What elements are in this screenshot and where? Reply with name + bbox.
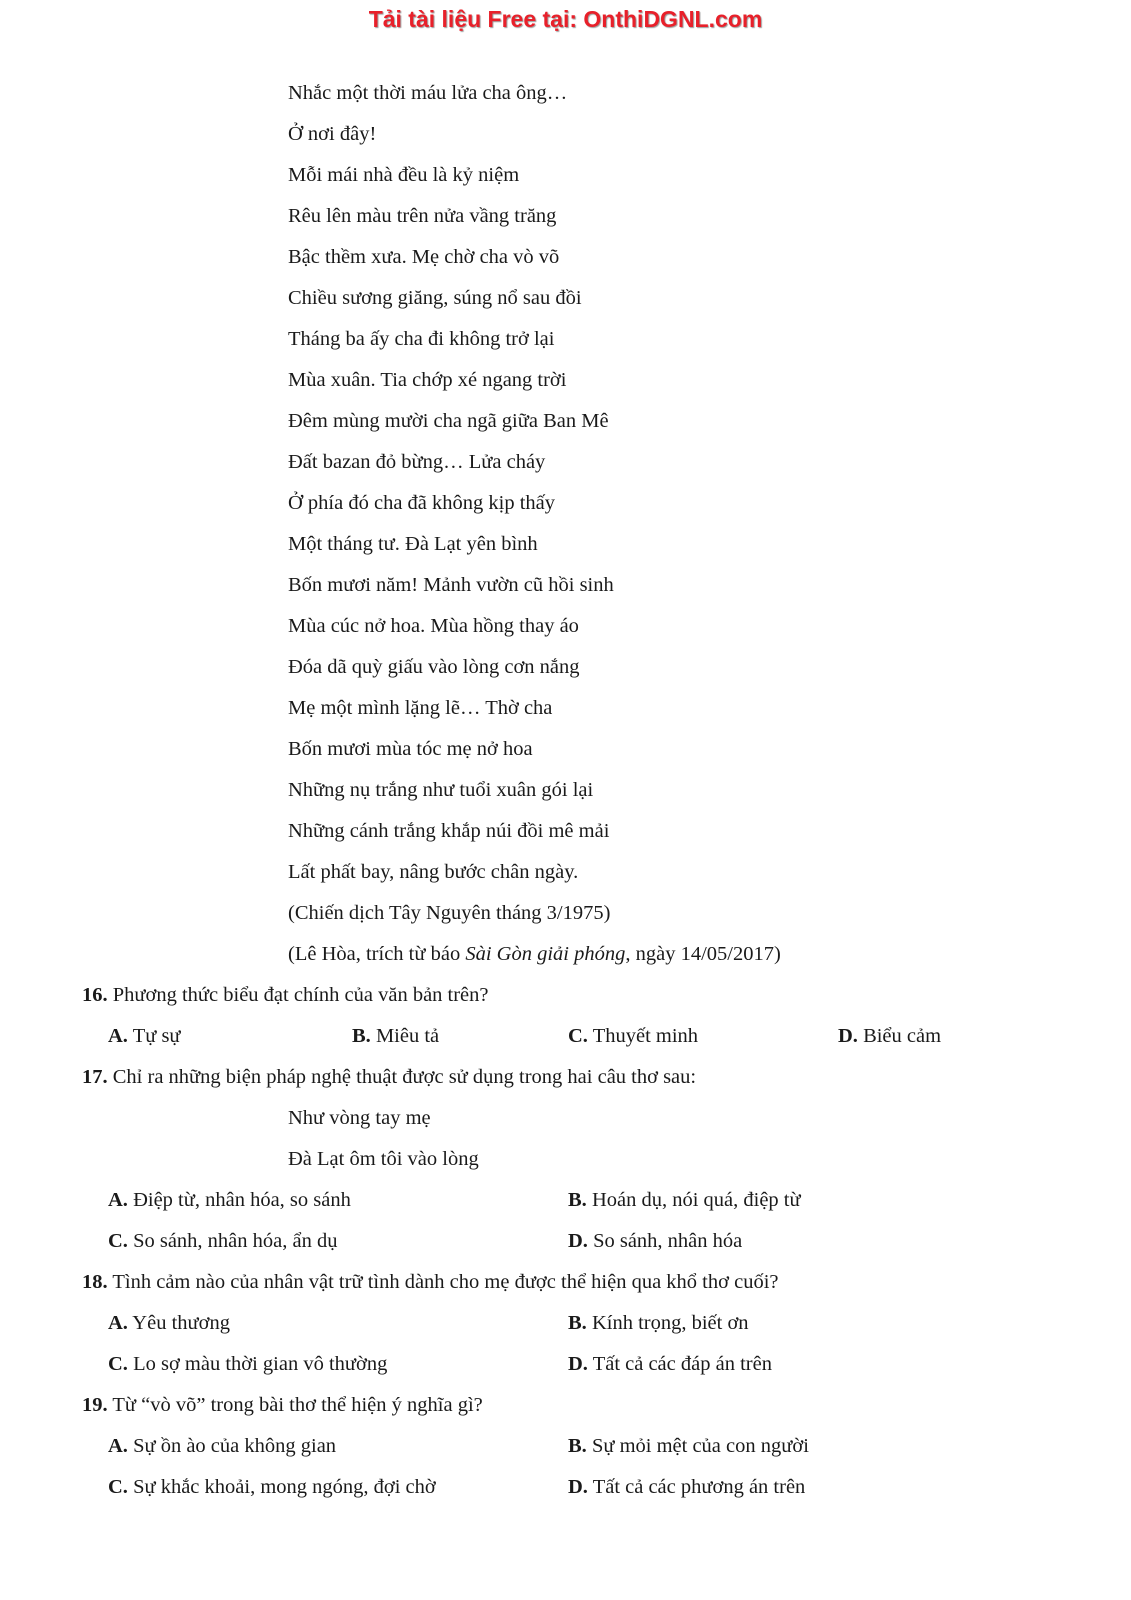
- option-c[interactable]: C. Thuyết minh: [568, 1025, 699, 1047]
- source-newspaper-title: Sài Gòn giải phóng: [465, 943, 626, 965]
- answer-options: [82, 1349, 1082, 1390]
- poem-line: Bốn mươi năm! Mảnh vườn cũ hồi sinh: [288, 574, 614, 596]
- poem-line: Mỗi mái nhà đều là kỷ niệm: [288, 164, 520, 186]
- option-b[interactable]: B. Hoán dụ, nói quá, điệp từ: [568, 1189, 801, 1211]
- option-c[interactable]: C. Lo sợ màu thời gian vô thường: [108, 1353, 388, 1375]
- option-b[interactable]: B. Kính trọng, biết ơn: [568, 1312, 749, 1334]
- question-number: 18.: [82, 1271, 108, 1293]
- question-18: [82, 1267, 1082, 1308]
- answer-options: [82, 1226, 1082, 1267]
- answer-options: [82, 1472, 1082, 1513]
- poem-line: Đất bazan đỏ bừng… Lửa cháy: [288, 451, 546, 473]
- question-number: 16.: [82, 984, 108, 1006]
- quoted-verse-line: Như vòng tay mẹ: [288, 1107, 431, 1129]
- poem-line: Những nụ trắng như tuổi xuân gói lại: [288, 779, 594, 801]
- option-b[interactable]: B. Sự mỏi mệt của con người: [568, 1435, 809, 1457]
- option-d[interactable]: D. Tất cả các phương án trên: [568, 1476, 806, 1498]
- poem-line: Mùa xuân. Tia chớp xé ngang trời: [288, 369, 567, 391]
- question-number: 17.: [82, 1066, 108, 1088]
- option-d[interactable]: D. Tất cả các đáp án trên: [568, 1353, 772, 1375]
- option-c[interactable]: C. So sánh, nhân hóa, ẩn dụ: [108, 1230, 338, 1252]
- option-d[interactable]: D. So sánh, nhân hóa: [568, 1230, 743, 1252]
- poem-line: Những cánh trắng khắp núi đồi mê mải: [288, 820, 610, 842]
- poem-line: Đêm mùng mười cha ngã giữa Ban Mê: [288, 410, 609, 432]
- poem-line: Ở nơi đây!: [288, 123, 377, 145]
- poem-line: Mẹ một mình lặng lẽ… Thờ cha: [288, 697, 553, 719]
- source-prefix: (Lê Hòa, trích từ báo: [288, 943, 466, 965]
- question-17: [82, 1062, 1082, 1103]
- poem-line: Lất phất bay, nâng bước chân ngày.: [288, 861, 579, 883]
- question-list: [82, 980, 1082, 1513]
- answer-options: [82, 1308, 1082, 1349]
- answer-options: [82, 1021, 1082, 1062]
- poem-line: Đóa dã quỳ giấu vào lòng cơn nắng: [288, 656, 580, 678]
- poem-line: (Chiến dịch Tây Nguyên tháng 3/1975): [288, 902, 611, 924]
- poem-excerpt: [288, 78, 781, 980]
- answer-options: [82, 1431, 1082, 1472]
- quoted-verse-line: Đà Lạt ôm tôi vào lòng: [288, 1148, 479, 1170]
- poem-source: [288, 939, 781, 980]
- option-b[interactable]: B. Miêu tả: [352, 1025, 440, 1047]
- poem-line: Bốn mươi mùa tóc mẹ nở hoa: [288, 738, 533, 760]
- question-number: 19.: [82, 1394, 108, 1416]
- answer-options: [82, 1185, 1082, 1226]
- option-c[interactable]: C. Sự khắc khoải, mong ngóng, đợi chờ: [108, 1476, 436, 1498]
- question-text: Từ “vò võ” trong bài thơ thể hiện ý nghĩa gì?: [107, 1394, 483, 1416]
- poem-line: Mùa cúc nở hoa. Mùa hồng thay áo: [288, 615, 579, 637]
- option-a[interactable]: A. Điệp từ, nhân hóa, so sánh: [108, 1189, 351, 1211]
- source-suffix: , ngày 14/05/2017): [625, 943, 781, 965]
- option-a[interactable]: A. Yêu thương: [108, 1312, 230, 1334]
- poem-line: Một tháng tư. Đà Lạt yên bình: [288, 533, 538, 555]
- option-a[interactable]: A. Sự ồn ào của không gian: [108, 1435, 337, 1457]
- question-16: [82, 980, 1082, 1021]
- question-19: [82, 1390, 1082, 1431]
- poem-line: Nhắc một thời máu lửa cha ông…: [288, 82, 568, 104]
- poem-line: Rêu lên màu trên nửa vầng trăng: [288, 205, 557, 227]
- question-text: Tình cảm nào của nhân vật trữ tình dành cho mẹ được thể hiện qua khổ thơ cuối?: [107, 1271, 779, 1293]
- poem-line: Tháng ba ấy cha đi không trở lại: [288, 328, 555, 350]
- download-banner[interactable]: Tải tài liệu Free tại: OnthiDGNL.com: [368, 6, 763, 32]
- option-a[interactable]: A. Tự sự: [108, 1025, 181, 1047]
- question-text: Phương thức biểu đạt chính của văn bản trên?: [107, 984, 489, 1006]
- poem-line: Chiều sương giăng, súng nổ sau đồi: [288, 287, 582, 309]
- poem-line: Ở phía đó cha đã không kịp thấy: [288, 492, 556, 514]
- question-text: Chỉ ra những biện pháp nghệ thuật được sử dụng trong hai câu thơ sau:: [107, 1066, 697, 1088]
- option-d[interactable]: D. Biểu cảm: [838, 1025, 942, 1047]
- poem-line: Bậc thềm xưa. Mẹ chờ cha vò võ: [288, 246, 560, 268]
